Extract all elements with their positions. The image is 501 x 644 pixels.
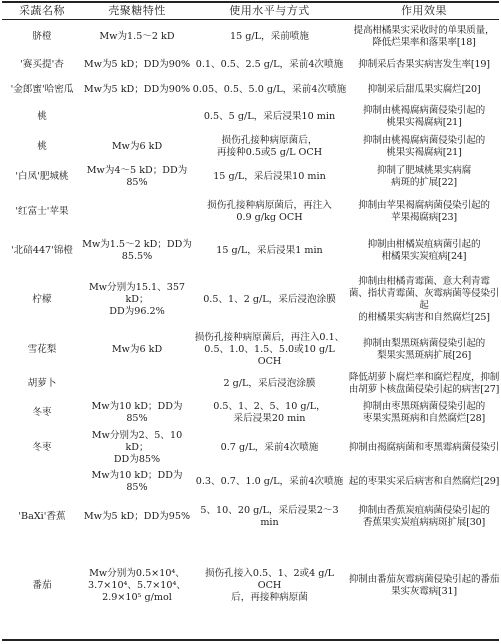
cell-produce	[2, 468, 82, 496]
cell-effect	[347, 192, 501, 232]
cell-chitosan-properties	[82, 398, 192, 428]
cell-usage-text: 2 g/L，采后浸泡涂膜	[223, 378, 316, 389]
table-header-rule	[2, 19, 499, 20]
cell-effect-text: 抑制采后甜瓜果实腐烂[20]	[367, 83, 481, 95]
header-chitosan-properties: 壳聚糖特性	[108, 4, 166, 17]
cell-chitosan-properties-text: Mw为10 kD；DD为85%	[91, 470, 183, 493]
cell-chitosan-properties	[82, 330, 192, 370]
cell-effect-text: 抑制了肥城桃果实病腐 病斑的扩展[22]	[377, 165, 471, 188]
cell-chitosan-properties-text: Mw分别为2、5、10 kD； DD为85%	[91, 430, 183, 465]
cell-effect	[347, 370, 501, 398]
cell-produce-text: '红富士'苹果	[15, 206, 69, 217]
table-header	[0, 3, 501, 19]
cell-effect-text: 抑制由柑橘炭疽病菌引起的 柑橘果实炭疽病[24]	[367, 239, 481, 262]
cell-effect	[347, 468, 501, 496]
cell-usage	[192, 132, 347, 162]
cell-effect-text: 抑制由番茄灰霉病菌侵染引起的番茄 果实灰霉病[31]	[348, 574, 500, 597]
cell-chitosan-properties	[82, 132, 192, 162]
cell-produce	[2, 538, 82, 634]
cell-usage-text: 15 g/L，采后浸果1 min	[216, 245, 323, 256]
cell-chitosan-properties-text: Mw为6 kD	[111, 344, 163, 355]
cell-usage	[192, 370, 347, 398]
cell-produce	[2, 398, 82, 428]
cell-produce-text: 胡萝卜	[27, 378, 57, 389]
table-row	[0, 22, 501, 52]
cell-chitosan-properties-text: Mw为5 kD；DD为90%	[83, 58, 191, 70]
table-row	[0, 102, 501, 132]
cell-chitosan-properties-text: Mw为6 kD	[111, 141, 163, 152]
cell-produce	[2, 232, 82, 270]
cell-usage	[192, 330, 347, 370]
table-row	[0, 232, 501, 270]
cell-produce	[2, 270, 82, 330]
cell-usage-text: 5、10、20 g/L，采后浸果2～3 min	[200, 505, 339, 528]
cell-effect	[347, 162, 501, 192]
cell-usage	[192, 192, 347, 232]
cell-usage-text: 损伤孔接种病原菌后， 再接种0.5或5 g/L OCH	[216, 135, 323, 158]
cell-produce-text: '白凤'肥城桃	[15, 171, 69, 182]
cell-effect-text: 抑制由褐腐病菌和枣黑霉病菌侵染引	[348, 442, 500, 453]
cell-effect-text: 降低胡萝卜腐烂率和腐烂程度，抑制 由胡萝卜核盘菌侵染引起的病害[27]	[348, 372, 500, 395]
cell-usage-text: 0.3、0.7、1.0 g/L，采前4次喷施	[195, 476, 344, 487]
cell-produce-text: 脐橙	[32, 31, 52, 42]
cell-chitosan-properties	[82, 270, 192, 330]
cell-effect	[347, 22, 501, 52]
cell-usage	[192, 232, 347, 270]
table-row	[0, 330, 501, 370]
cell-produce-text: 雪花梨	[27, 344, 57, 355]
cell-usage	[192, 52, 347, 77]
cell-chitosan-properties	[82, 22, 192, 52]
table-row	[0, 370, 501, 398]
cell-usage-text: 损伤孔接种病原菌后，再注入0.1、 0.5、1.0、1.5、5.0或10 g/L OCH	[194, 332, 345, 367]
cell-usage	[192, 22, 347, 52]
cell-effect-text: 抑制由香蕉炭疽病菌侵染引起的 香蕉果实炭疽病病斑扩展[30]	[358, 505, 490, 528]
cell-effect	[347, 270, 501, 330]
cell-produce	[2, 132, 82, 162]
cell-usage	[192, 538, 347, 634]
cell-produce-text: 冬枣	[32, 407, 52, 418]
cell-chitosan-properties	[82, 428, 192, 468]
cell-chitosan-properties	[82, 102, 192, 132]
cell-effect-text: 抑制由梨黑斑病菌侵染引起的 梨果实黑斑病扩展[26]	[362, 338, 486, 361]
cell-chitosan-properties-text: Mw为5 kD；DD为95%	[83, 511, 191, 522]
header-produce: 采蔬名称	[19, 4, 65, 17]
cell-chitosan-properties	[82, 162, 192, 192]
cell-produce	[2, 22, 82, 52]
cell-effect	[347, 132, 501, 162]
cell-effect-text: 抑制由苹果褐腐病菌侵染引起的 苹果褐腐病[23]	[358, 200, 490, 223]
cell-usage	[192, 102, 347, 132]
cell-effect-text: 抑制由桃褐腐病菌侵染引起的 桃果实褐腐病[21]	[362, 135, 486, 158]
cell-effect	[347, 398, 501, 428]
cell-produce-text: 桃	[37, 141, 47, 152]
cell-effect-text: 抑制由枣黑斑病菌侵染引起的 枣果实黑斑病和自然腐烂[28]	[362, 401, 486, 424]
cell-effect	[347, 77, 501, 102]
cell-produce-text: '金郎蜜'哈密瓜	[10, 83, 74, 95]
table-row	[0, 496, 501, 538]
cell-usage-text: 0.5、1、2、5、10 g/L， 采后浸果20 min	[213, 401, 326, 424]
cell-produce-text: '赛买提'杏	[20, 58, 64, 70]
cell-produce	[2, 428, 82, 468]
cell-usage-text: 0.1、0.5、2.5 g/L，采前4次喷施	[195, 58, 344, 70]
table-row	[0, 77, 501, 102]
cell-usage-text: 15 g/L，采后浸果10 min	[213, 171, 326, 182]
cell-produce	[2, 496, 82, 538]
cell-produce	[2, 162, 82, 192]
cell-usage-text: 0.7 g/L，采前4次喷施	[220, 442, 319, 453]
cell-usage-text: 0.5、1、2 g/L，采后浸泡涂膜	[203, 294, 336, 305]
cell-usage	[192, 77, 347, 102]
cell-produce	[2, 370, 82, 398]
cell-effect	[347, 52, 501, 77]
cell-usage-text: 损伤孔接入0.5、1、2或4 g/L OCH 后，再接种病原菌	[204, 568, 335, 603]
cell-produce	[2, 77, 82, 102]
cell-usage	[192, 162, 347, 192]
cell-usage	[192, 428, 347, 468]
cell-produce-text: 番茄	[32, 580, 52, 591]
table-row	[0, 468, 501, 496]
cell-chitosan-properties-text: Mw为5 kD；DD为90%	[83, 83, 191, 95]
cell-produce	[2, 192, 82, 232]
cell-effect	[347, 496, 501, 538]
cell-produce-text: 'BaXi'香蕉	[18, 511, 66, 522]
cell-produce	[2, 330, 82, 370]
cell-chitosan-properties-text: Mw为1.5～2 kD；DD为 85.5%	[82, 239, 192, 262]
cell-effect	[347, 538, 501, 634]
cell-chitosan-properties-text: Mw分别为0.5×10⁴、 3.7×10⁴、5.7×10⁴、 2.9×10⁵ g/mol	[88, 568, 186, 603]
cell-chitosan-properties-text: Mw为4～5 kD；DD为85%	[86, 165, 188, 188]
cell-chitosan-properties	[82, 192, 192, 232]
cell-chitosan-properties	[82, 496, 192, 538]
cell-chitosan-properties-text: Mw为10 kD；DD为85%	[91, 401, 183, 424]
cell-chitosan-properties	[82, 52, 192, 77]
table-row	[0, 132, 501, 162]
cell-usage	[192, 270, 347, 330]
cell-produce-text: '北碚447'锦橙	[11, 245, 73, 256]
cell-produce-text: 柠檬	[32, 294, 52, 305]
cell-effect-text: 提高柑橘果实采收时的单果质量， 降低烂果率和落果率[18]	[353, 25, 495, 48]
cell-usage	[192, 468, 347, 496]
table-row	[0, 428, 501, 468]
table-row	[0, 538, 501, 634]
cell-chitosan-properties	[82, 370, 192, 398]
cell-chitosan-properties-text: Mw分别为15.1、357 kD； DD为96.2%	[88, 282, 186, 317]
table-row	[0, 270, 501, 330]
header-effect: 作用效果	[401, 4, 447, 17]
cell-produce-text: 桃	[37, 111, 47, 122]
cell-usage-text: 损伤孔接种病原菌后，再注入 0.9 g/kg OCH	[207, 200, 332, 223]
table-bottom-rule	[2, 639, 499, 641]
cell-effect	[347, 428, 501, 468]
cell-produce-text: 冬枣	[32, 442, 52, 453]
table-row	[0, 52, 501, 77]
table-row	[0, 192, 501, 232]
cell-effect-text: 抑制由桃褐腐病菌侵染引起的 桃果实褐腐病[21]	[362, 105, 486, 128]
cell-usage-text: 0.5、5 g/L，采后浸果10 min	[203, 111, 336, 122]
cell-usage	[192, 398, 347, 428]
cell-produce	[2, 52, 82, 77]
cell-effect	[347, 330, 501, 370]
cell-effect-text: 抑制由柑橘青霉菌、意大利青霉 菌、指状青霉菌、灰霉病菌等侵染引起 的柑橘果实病害和自然腐烂[25]	[348, 276, 500, 323]
cell-effect-text: 起的枣果实采后病害和自然腐烂[29]	[348, 476, 500, 487]
cell-effect	[347, 102, 501, 132]
cell-usage-text: 0.05、0.5、5.0 g/L，采前4次喷施	[192, 83, 347, 95]
table-row	[0, 398, 501, 428]
cell-usage-text: 15 g/L，采前喷施	[230, 31, 309, 42]
cell-effect	[347, 232, 501, 270]
table-row	[0, 162, 501, 192]
cell-produce	[2, 102, 82, 132]
cell-usage	[192, 496, 347, 538]
cell-chitosan-properties-text: Mw为1.5～2 kD	[99, 31, 175, 42]
header-usage: 使用水平与方式	[229, 4, 310, 17]
cell-chitosan-properties	[82, 468, 192, 496]
cell-chitosan-properties	[82, 77, 192, 102]
cell-chitosan-properties	[82, 538, 192, 634]
cell-chitosan-properties	[82, 232, 192, 270]
cell-effect-text: 抑制采后杏果实病害发生率[19]	[358, 58, 490, 70]
